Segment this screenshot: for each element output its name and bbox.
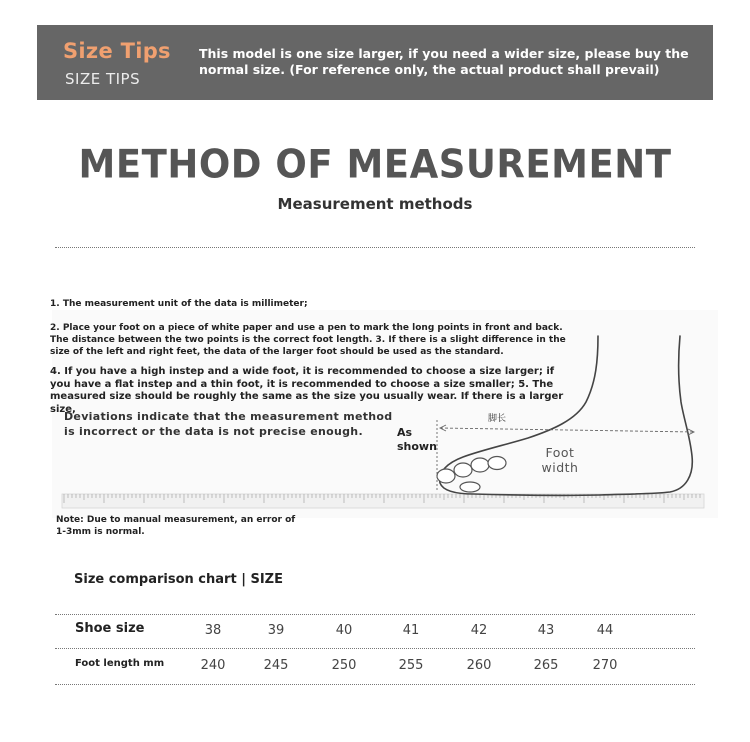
instruction-step-1: 1. The measurement unit of the data is millimeter; <box>50 299 308 309</box>
foot-length-cell: 255 <box>398 658 424 673</box>
ruler <box>62 494 704 508</box>
shoe-size-cell: 40 <box>335 623 353 638</box>
banner-notice: This model is one size larger, if you need a wider size, please buy the normal size. (For reference only, the actual product shall prevail) <box>199 46 689 77</box>
banner-title: Size Tips <box>63 39 171 63</box>
foot-length-label: 脚长 <box>488 414 507 424</box>
shoe-size-row-label: Shoe size <box>75 621 145 636</box>
size-chart-title: Size comparison chart | SIZE <box>74 572 283 587</box>
foot-width-label: Foot width <box>541 445 579 475</box>
table-divider-middle <box>55 648 695 649</box>
table-divider-top <box>55 614 695 615</box>
shoe-size-cell: 44 <box>596 623 614 638</box>
banner-subtitle: SIZE TIPS <box>65 70 141 88</box>
shoe-size-cell: 38 <box>204 623 222 638</box>
foot-length-cell: 265 <box>533 658 559 673</box>
foot-length-row-label: Foot length mm <box>75 658 165 669</box>
page-subtitle: Measurement methods <box>277 195 473 213</box>
instruction-step-4: 4. If you have a high instep and a wide foot, it is recommended to choose a size larger; if you have a flat instep and a thin foot, it is recommended to choose a size smaller; 5. The measured size should be roughly the same as the size you usually wear. If there is a larger size, <box>50 366 564 415</box>
foot-length-cell: 260 <box>466 658 492 673</box>
foot-length-cell: 270 <box>592 658 618 673</box>
foot-length-cell: 240 <box>200 658 226 673</box>
page-title: METHOD OF MEASUREMENT <box>78 141 672 188</box>
deviation-text: Deviations indicate that the measurement method is incorrect or the data is not precise enough. <box>64 410 393 438</box>
shoe-size-cell: 39 <box>267 623 285 638</box>
foot-length-cell: 250 <box>331 658 357 673</box>
shoe-size-cell: 42 <box>470 623 488 638</box>
table-divider-bottom <box>55 684 695 685</box>
shoe-size-cell: 43 <box>537 623 555 638</box>
shoe-size-cell: 41 <box>402 623 420 638</box>
foot-length-cell: 245 <box>263 658 289 673</box>
error-note: Note: Due to manual measurement, an error of 1-3mm is normal. <box>56 515 296 537</box>
instruction-step-2: 2. Place your foot on a piece of white paper and use a pen to mark the long points in front and back. The distance between the two points is the correct foot length. 3. If there is a slight difference in the size of the left and right feet, the data of the larger foot should be used as the standard. <box>50 323 566 357</box>
as-shown-label: As shown <box>397 426 437 453</box>
